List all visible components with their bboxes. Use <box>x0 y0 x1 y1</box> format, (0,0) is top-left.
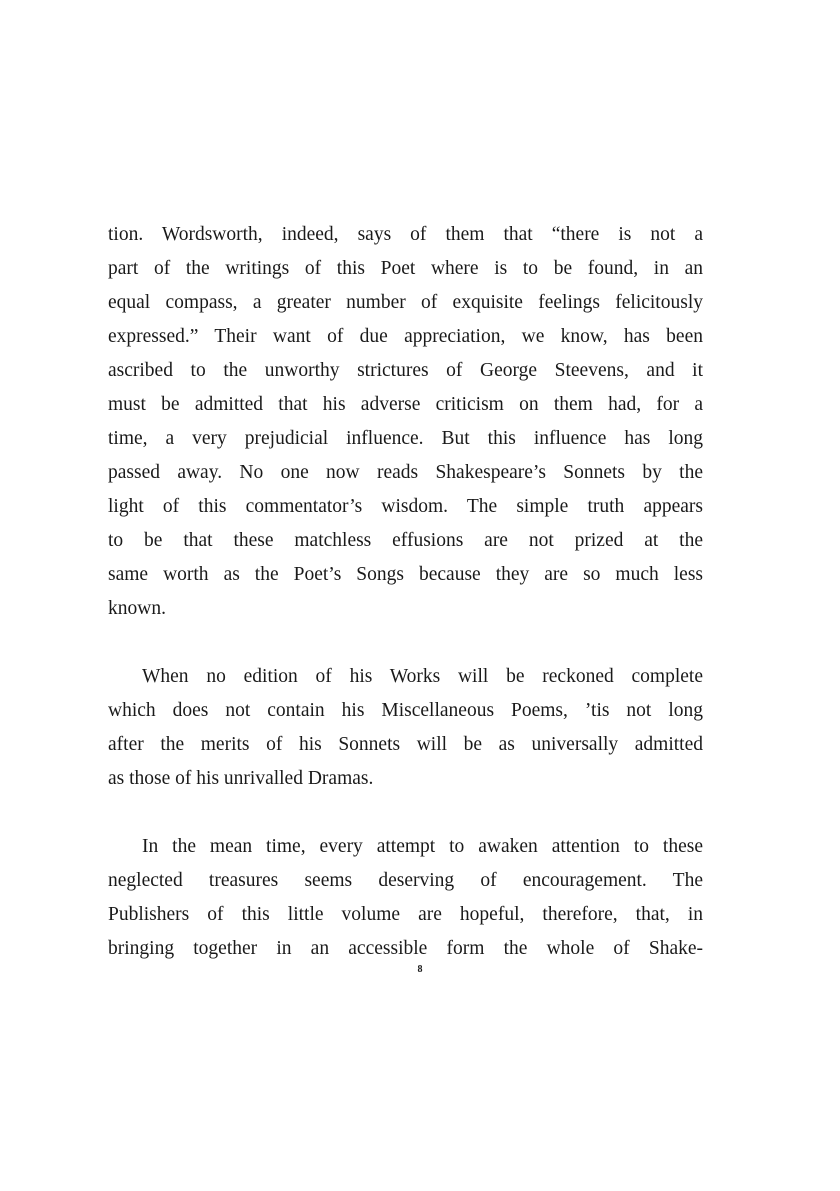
text-line: In the mean time, every attempt to awaken attention to these <box>142 836 703 857</box>
text-line: known. <box>108 598 166 619</box>
paragraph <box>108 660 703 796</box>
page-number: 8 <box>417 964 423 975</box>
text-line: passed away. No one now reads Shakespeare’s Sonnets by the <box>108 462 703 483</box>
paragraph <box>108 830 703 966</box>
text-line: after the merits of his Sonnets will be as universally admitted <box>108 734 703 755</box>
paragraph <box>108 218 703 626</box>
text-line: part of the writings of this Poet where is to be found, in an <box>108 258 703 279</box>
text-line: Publishers of this little volume are hopeful, therefore, that, in <box>108 904 703 925</box>
text-line: bringing together in an accessible form the whole of Shake- <box>108 938 703 959</box>
text-line: to be that these matchless effusions are not prized at the <box>108 530 703 551</box>
text-line: neglected treasures seems deserving of encouragement. The <box>108 870 703 891</box>
paragraph-gap <box>108 796 703 830</box>
text-line: light of this commentator’s wisdom. The simple truth appears <box>108 496 703 517</box>
text-line: which does not contain his Miscellaneous Poems, ’tis not long <box>108 700 703 721</box>
text-line: equal compass, a greater number of exquisite feelings felicitously <box>108 292 703 313</box>
paragraph-gap <box>108 626 703 660</box>
text-line: must be admitted that his adverse criticism on them had, for a <box>108 394 703 415</box>
text-line: same worth as the Poet’s Songs because they are so much less <box>108 564 703 585</box>
text-line: time, a very prejudicial influence. But this influence has long <box>108 428 703 449</box>
text-line: When no edition of his Works will be reckoned complete <box>142 666 703 687</box>
page-body <box>108 218 703 966</box>
text-line: ascribed to the unworthy strictures of George Steevens, and it <box>108 360 703 381</box>
text-line: expressed.” Their want of due appreciation, we know, has been <box>108 326 703 347</box>
text-line: tion. Wordsworth, indeed, says of them that “there is not a <box>108 224 703 245</box>
text-line: as those of his unrivalled Dramas. <box>108 768 374 789</box>
